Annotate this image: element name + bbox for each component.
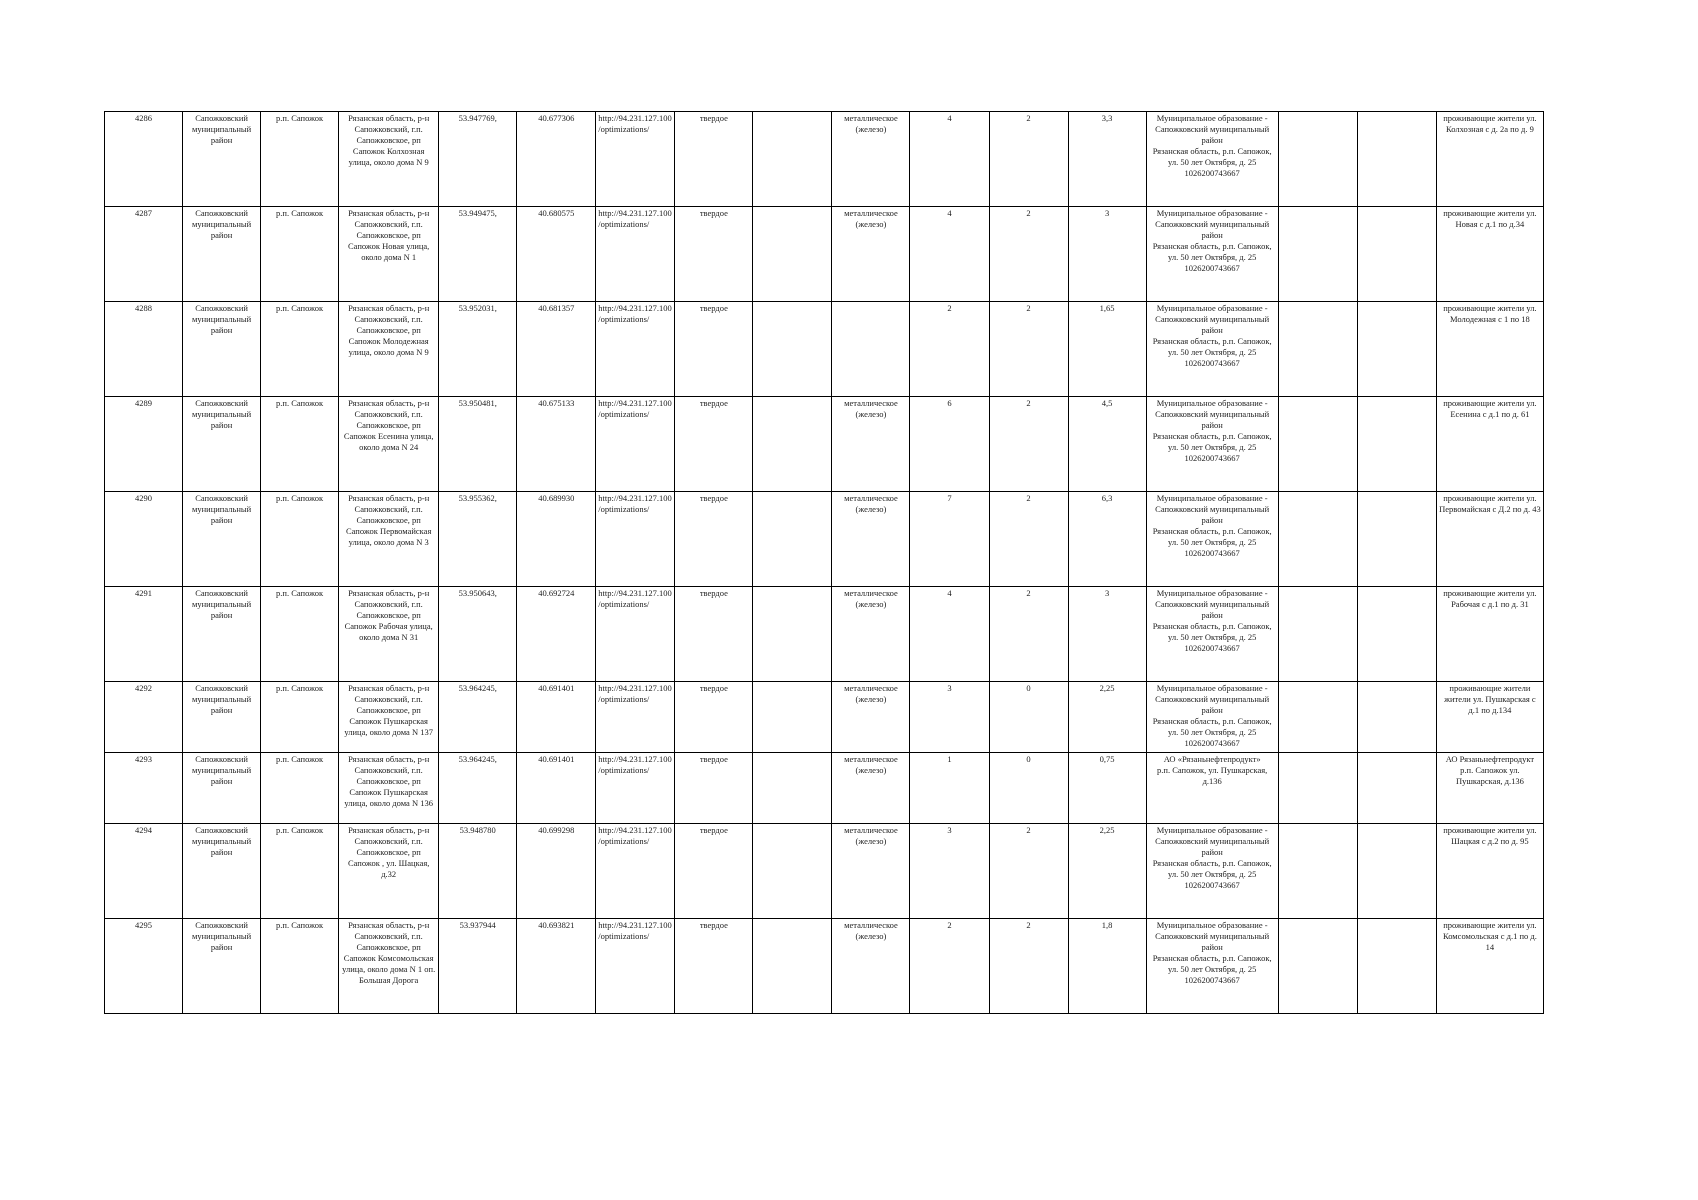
container-count-cell: 2: [910, 302, 989, 397]
fence-cell: [753, 682, 832, 753]
latitude-cell: 53.964245,: [439, 753, 517, 824]
district-cell: Сапожковский муниципальный район: [183, 397, 261, 492]
container-type-cell: металлическое (железо): [832, 587, 910, 682]
address-cell: Рязанская область, р-н Сапожковский, г.п. Сапожковское, рп Сапожок Колхозная улица, около дома N 9: [339, 112, 439, 207]
surface-cell: твердое: [675, 824, 753, 919]
planned-count-cell: 2: [989, 207, 1068, 302]
link-cell: http://94.231.127.100/optimizations/: [596, 492, 675, 587]
surface-cell: твердое: [675, 682, 753, 753]
address-cell: Рязанская область, р-н Сапожковский, г.п. Сапожковское, рп Сапожок Пушкарская улица, около дома N 137: [339, 682, 439, 753]
waste-sources-cell: проживающие жители ул. Есенина с д.1 по д. 61: [1436, 397, 1543, 492]
volume-cell: 1,8: [1068, 919, 1146, 1014]
row-number: 4287: [105, 207, 183, 302]
surface-cell: твердое: [675, 753, 753, 824]
volume-cell: 2,25: [1068, 824, 1146, 919]
registry-table: [104, 111, 1544, 1014]
planned-count-cell: 2: [989, 919, 1068, 1014]
owner-cell: Муниципальное образование - Сапожковский муниципальный район Рязанская область, р.п. Сапожок, ул. 50 лет Октября, д. 25 1026200743667: [1146, 207, 1278, 302]
waste-sources-cell: проживающие жители ул. Колхозная с д. 2а по д. 9: [1436, 112, 1543, 207]
settlement-cell: р.п. Сапожок: [261, 302, 339, 397]
volume-cell: 1,65: [1068, 302, 1146, 397]
surface-cell: твердое: [675, 207, 753, 302]
longitude-cell: 40.689930: [517, 492, 596, 587]
empty-cell: [1357, 112, 1436, 207]
table-row: [105, 682, 1544, 753]
surface-cell: твердое: [675, 587, 753, 682]
volume-cell: 3: [1068, 207, 1146, 302]
owner-cell: Муниципальное образование - Сапожковский муниципальный район Рязанская область, р.п. Сапожок, ул. 50 лет Октября, д. 25 1026200743667: [1146, 824, 1278, 919]
latitude-cell: 53.949475,: [439, 207, 517, 302]
empty-cell: [1278, 302, 1357, 397]
settlement-cell: р.п. Сапожок: [261, 112, 339, 207]
row-number: 4294: [105, 824, 183, 919]
planned-count-cell: 2: [989, 397, 1068, 492]
registry-body: [105, 112, 1544, 1014]
empty-cell: [1278, 824, 1357, 919]
latitude-cell: 53.964245,: [439, 682, 517, 753]
waste-sources-cell: АО Рязаньнефтепродукт р.п. Сапожок ул. Пушкарская, д.136: [1436, 753, 1543, 824]
surface-cell: твердое: [675, 112, 753, 207]
link-cell: http://94.231.127.100/optimizations/: [596, 753, 675, 824]
settlement-cell: р.п. Сапожок: [261, 397, 339, 492]
container-count-cell: 2: [910, 919, 989, 1014]
empty-cell: [1278, 587, 1357, 682]
container-type-cell: металлическое (железо): [832, 397, 910, 492]
waste-sources-cell: проживающие жители ул. Комсомольская с д.1 по д. 14: [1436, 919, 1543, 1014]
address-cell: Рязанская область, р-н Сапожковский, г.п. Сапожковское, рп Сапожок Комсомольская улица, около дома N 1 оп. Большая Дорога: [339, 919, 439, 1014]
latitude-cell: 53.952031,: [439, 302, 517, 397]
table-row: [105, 753, 1544, 824]
fence-cell: [753, 753, 832, 824]
link-cell: http://94.231.127.100/optimizations/: [596, 919, 675, 1014]
empty-cell: [1357, 919, 1436, 1014]
owner-cell: Муниципальное образование - Сапожковский муниципальный район Рязанская область, р.п. Сапожок, ул. 50 лет Октября, д. 25 1026200743667: [1146, 587, 1278, 682]
owner-cell: АО «Рязаньнефтепродукт» р.п. Сапожок, ул. Пушкарская, д.136: [1146, 753, 1278, 824]
fence-cell: [753, 919, 832, 1014]
container-count-cell: 1: [910, 753, 989, 824]
volume-cell: 2,25: [1068, 682, 1146, 753]
fence-cell: [753, 112, 832, 207]
longitude-cell: 40.699298: [517, 824, 596, 919]
planned-count-cell: 2: [989, 824, 1068, 919]
surface-cell: твердое: [675, 492, 753, 587]
district-cell: Сапожковский муниципальный район: [183, 919, 261, 1014]
fence-cell: [753, 397, 832, 492]
address-cell: Рязанская область, р-н Сапожковский, г.п. Сапожковское, рп Сапожок Первомайская улица, около дома N 3: [339, 492, 439, 587]
waste-sources-cell: проживающие жители ул. Рабочая с д.1 по д. 31: [1436, 587, 1543, 682]
volume-cell: 3,3: [1068, 112, 1146, 207]
latitude-cell: 53.955362,: [439, 492, 517, 587]
row-number: 4295: [105, 919, 183, 1014]
longitude-cell: 40.675133: [517, 397, 596, 492]
district-cell: Сапожковский муниципальный район: [183, 492, 261, 587]
district-cell: Сапожковский муниципальный район: [183, 207, 261, 302]
container-count-cell: 4: [910, 112, 989, 207]
container-type-cell: металлическое (железо): [832, 682, 910, 753]
address-cell: Рязанская область, р-н Сапожковский, г.п. Сапожковское, рп Сапожок , ул. Шацкая, д.32: [339, 824, 439, 919]
settlement-cell: р.п. Сапожок: [261, 587, 339, 682]
address-cell: Рязанская область, р-н Сапожковский, г.п. Сапожковское, рп Сапожок Новая улица, около дома N 1: [339, 207, 439, 302]
container-count-cell: 4: [910, 587, 989, 682]
container-count-cell: 6: [910, 397, 989, 492]
empty-cell: [1278, 397, 1357, 492]
longitude-cell: 40.692724: [517, 587, 596, 682]
waste-sources-cell: проживающие жители ул. Первомайская с Д.2 по д. 43: [1436, 492, 1543, 587]
fence-cell: [753, 207, 832, 302]
longitude-cell: 40.681357: [517, 302, 596, 397]
row-number: 4292: [105, 682, 183, 753]
table-row: [105, 302, 1544, 397]
district-cell: Сапожковский муниципальный район: [183, 682, 261, 753]
owner-cell: Муниципальное образование - Сапожковский муниципальный район Рязанская область, р.п. Сапожок, ул. 50 лет Октября, д. 25 1026200743667: [1146, 492, 1278, 587]
planned-count-cell: 2: [989, 112, 1068, 207]
owner-cell: Муниципальное образование - Сапожковский муниципальный район Рязанская область, р.п. Сапожок, ул. 50 лет Октября, д. 25 1026200743667: [1146, 302, 1278, 397]
latitude-cell: 53.937944: [439, 919, 517, 1014]
settlement-cell: р.п. Сапожок: [261, 492, 339, 587]
link-cell: http://94.231.127.100/optimizations/: [596, 587, 675, 682]
district-cell: Сапожковский муниципальный район: [183, 824, 261, 919]
link-cell: http://94.231.127.100/optimizations/: [596, 112, 675, 207]
table-row: [105, 207, 1544, 302]
container-type-cell: [832, 302, 910, 397]
empty-cell: [1357, 492, 1436, 587]
table-row: [105, 919, 1544, 1014]
surface-cell: твердое: [675, 302, 753, 397]
latitude-cell: 53.950481,: [439, 397, 517, 492]
fence-cell: [753, 824, 832, 919]
volume-cell: 6,3: [1068, 492, 1146, 587]
table-row: [105, 824, 1544, 919]
waste-sources-cell: проживающие жители жители ул. Пушкарская с д.1 по д.134: [1436, 682, 1543, 753]
container-type-cell: металлическое (железо): [832, 207, 910, 302]
surface-cell: твердое: [675, 919, 753, 1014]
settlement-cell: р.п. Сапожок: [261, 753, 339, 824]
surface-cell: твердое: [675, 397, 753, 492]
empty-cell: [1357, 302, 1436, 397]
owner-cell: Муниципальное образование - Сапожковский муниципальный район Рязанская область, р.п. Сапожок, ул. 50 лет Октября, д. 25 1026200743667: [1146, 112, 1278, 207]
empty-cell: [1357, 587, 1436, 682]
container-count-cell: 3: [910, 682, 989, 753]
latitude-cell: 53.950643,: [439, 587, 517, 682]
empty-cell: [1278, 112, 1357, 207]
district-cell: Сапожковский муниципальный район: [183, 587, 261, 682]
link-cell: http://94.231.127.100/optimizations/: [596, 824, 675, 919]
container-type-cell: металлическое (железо): [832, 112, 910, 207]
empty-cell: [1357, 397, 1436, 492]
row-number: 4291: [105, 587, 183, 682]
container-type-cell: металлическое (железо): [832, 919, 910, 1014]
settlement-cell: р.п. Сапожок: [261, 919, 339, 1014]
longitude-cell: 40.677306: [517, 112, 596, 207]
row-number: 4290: [105, 492, 183, 587]
table-row: [105, 587, 1544, 682]
row-number: 4286: [105, 112, 183, 207]
latitude-cell: 53.947769,: [439, 112, 517, 207]
longitude-cell: 40.691401: [517, 753, 596, 824]
planned-count-cell: 0: [989, 753, 1068, 824]
table-row: [105, 112, 1544, 207]
empty-cell: [1357, 682, 1436, 753]
row-number: 4289: [105, 397, 183, 492]
link-cell: http://94.231.127.100/optimizations/: [596, 397, 675, 492]
address-cell: Рязанская область, р-н Сапожковский, г.п. Сапожковское, рп Сапожок Пушкарская улица, около дома N 136: [339, 753, 439, 824]
link-cell: http://94.231.127.100/optimizations/: [596, 682, 675, 753]
volume-cell: 0,75: [1068, 753, 1146, 824]
waste-sources-cell: проживающие жители ул. Шацкая с д.2 по д. 95: [1436, 824, 1543, 919]
address-cell: Рязанская область, р-н Сапожковский, г.п. Сапожковское, рп Сапожок Рабочая улица, около дома N 31: [339, 587, 439, 682]
container-count-cell: 7: [910, 492, 989, 587]
waste-sources-cell: проживающие жители ул. Молодежная с 1 по 18: [1436, 302, 1543, 397]
district-cell: Сапожковский муниципальный район: [183, 753, 261, 824]
empty-cell: [1357, 824, 1436, 919]
settlement-cell: р.п. Сапожок: [261, 824, 339, 919]
owner-cell: Муниципальное образование - Сапожковский муниципальный район Рязанская область, р.п. Сапожок, ул. 50 лет Октября, д. 25 1026200743667: [1146, 919, 1278, 1014]
empty-cell: [1278, 919, 1357, 1014]
owner-cell: Муниципальное образование - Сапожковский муниципальный район Рязанская область, р.п. Сапожок, ул. 50 лет Октября, д. 25 1026200743667: [1146, 397, 1278, 492]
longitude-cell: 40.691401: [517, 682, 596, 753]
table-row: [105, 397, 1544, 492]
empty-cell: [1278, 682, 1357, 753]
fence-cell: [753, 302, 832, 397]
link-cell: http://94.231.127.100/optimizations/: [596, 207, 675, 302]
container-type-cell: металлическое (железо): [832, 824, 910, 919]
address-cell: Рязанская область, р-н Сапожковский, г.п. Сапожковское, рп Сапожок Есенина улица, около дома N 24: [339, 397, 439, 492]
planned-count-cell: 2: [989, 302, 1068, 397]
settlement-cell: р.п. Сапожок: [261, 207, 339, 302]
planned-count-cell: 2: [989, 587, 1068, 682]
empty-cell: [1357, 753, 1436, 824]
empty-cell: [1357, 207, 1436, 302]
planned-count-cell: 0: [989, 682, 1068, 753]
longitude-cell: 40.693821: [517, 919, 596, 1014]
volume-cell: 3: [1068, 587, 1146, 682]
fence-cell: [753, 492, 832, 587]
address-cell: Рязанская область, р-н Сапожковский, г.п. Сапожковское, рп Сапожок Молодежная улица, около дома N 9: [339, 302, 439, 397]
table-row: [105, 492, 1544, 587]
planned-count-cell: 2: [989, 492, 1068, 587]
container-type-cell: металлическое (железо): [832, 753, 910, 824]
volume-cell: 4,5: [1068, 397, 1146, 492]
fence-cell: [753, 587, 832, 682]
container-type-cell: металлическое (железо): [832, 492, 910, 587]
district-cell: Сапожковский муниципальный район: [183, 302, 261, 397]
district-cell: Сапожковский муниципальный район: [183, 112, 261, 207]
empty-cell: [1278, 753, 1357, 824]
container-count-cell: 3: [910, 824, 989, 919]
row-number: 4293: [105, 753, 183, 824]
settlement-cell: р.п. Сапожок: [261, 682, 339, 753]
container-count-cell: 4: [910, 207, 989, 302]
latitude-cell: 53.948780: [439, 824, 517, 919]
empty-cell: [1278, 207, 1357, 302]
waste-sources-cell: проживающие жители ул. Новая с д.1 по д.34: [1436, 207, 1543, 302]
empty-cell: [1278, 492, 1357, 587]
longitude-cell: 40.680575: [517, 207, 596, 302]
link-cell: http://94.231.127.100/optimizations/: [596, 302, 675, 397]
owner-cell: Муниципальное образование - Сапожковский муниципальный район Рязанская область, р.п. Сапожок, ул. 50 лет Октября, д. 25 1026200743667: [1146, 682, 1278, 753]
row-number: 4288: [105, 302, 183, 397]
